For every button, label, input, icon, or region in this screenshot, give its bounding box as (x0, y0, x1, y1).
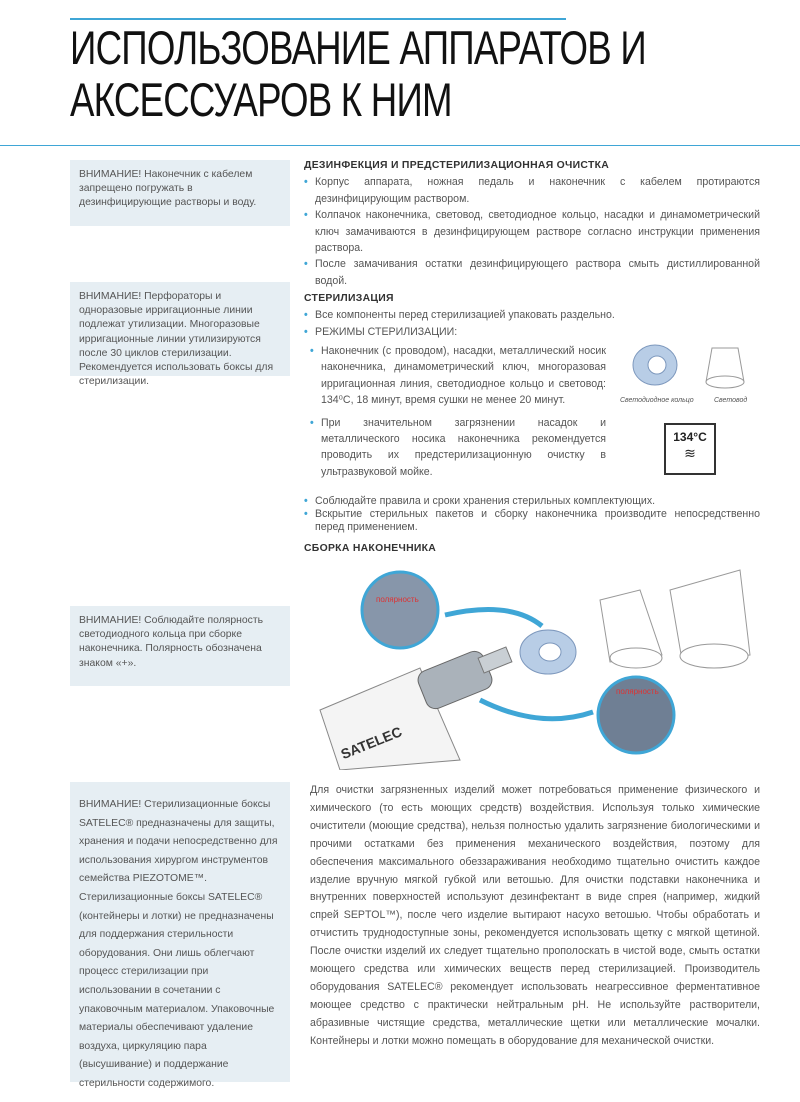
arrow-icon (480, 700, 593, 719)
assembly-section (304, 541, 760, 557)
disinfection-heading: ДЕЗИНФЕКЦИЯ И ПРЕДСТЕРИЛИЗАЦИОННАЯ ОЧИСТКА (304, 160, 610, 171)
arrow-icon (445, 610, 542, 626)
list-item: • При значительном загрязнении насадок и металлического носика наконечника рекомендуется проводить их предстерилизационную очистку в ультразвуковой мойке. (310, 415, 606, 481)
warning-note-cable: ВНИМАНИЕ! Наконечник с кабелем запрещено погружать в дезинфицирующие растворы и воду. (70, 160, 290, 226)
title-rule (0, 145, 800, 146)
list-item: • Корпус аппарата, ножная педаль и наконечник с кабелем протираются дезинфицирующим раствором. (304, 174, 760, 207)
top-rule (70, 18, 566, 20)
guide-caption: Световод (714, 397, 748, 404)
title-line-2: АКСЕССУАРОВ К НИМ (70, 73, 452, 126)
list-item: • Наконечник (с проводом), насадки, металлический носик наконечника, динамометрический ключ, многоразовая ирригационная линия, светодиодное кольцо и световод: 134⁰С, 18 минут, время сушки не менее 20 минут. (310, 343, 606, 409)
list-item: • Колпачок наконечника, световод, светодиодное кольцо, насадки и динамометрический ключ замачиваются в дезинфицирующем растворе согласно инструкции применения раствора. (304, 207, 760, 256)
warning-note-disposables: ВНИМАНИЕ! Перфораторы и одноразовые ирригационные линии подлежат утилизации. Многоразовые ирригационные линии утилизируются после 30 циклов стерилизации. Рекомендуется использовать боксы для стерилизации. (70, 282, 290, 376)
list-item: • Все компоненты перед стерилизацией упаковать раздельно. (304, 307, 760, 323)
warning-note-sterilization-boxes: ВНИМАНИЕ! Стерилизационные боксы SATELEC® предназначены для защиты, хранения и подачи непосредственно для использования хирургом инструментов семейства PIEZOTOME™. Стерилизационные боксы SATELEC® (контейнеры и лотки) не предназначены для поддержания стерильности оборудования. Они лишь облегчают процесс стерилизации при использовании в сочетании с упаковочным материалом. Упаковочные материалы обеспечивают удаление воздуха, циркуляцию пара (высушивание) и поддержание стерильности содержимого. (70, 782, 290, 1082)
warning-note-polarity: ВНИМАНИЕ! Соблюдайте полярность светодиодного кольца при сборке наконечника. Полярность обозначена знаком «+». (70, 606, 290, 686)
storage-notes (304, 495, 760, 534)
assembly-heading: СБОРКА НАКОНЕЧНИКА (304, 543, 437, 554)
brand-label: SATELEC (338, 723, 405, 763)
ring-caption: Светодиодное кольцо (620, 397, 694, 404)
steam-icon: ≋ (684, 445, 696, 461)
polarity-label-top: полярность (376, 595, 419, 604)
badge-temperature: 134°C (673, 430, 707, 444)
list-item: • Соблюдайте правила и сроки хранения стерильных комплектующих. (304, 495, 760, 508)
page-title (70, 21, 646, 126)
disinfection-section (304, 158, 760, 289)
list-item: • Вскрытие стерильных пакетов и сборку наконечника производите непосредственно перед применением. (304, 508, 760, 534)
sterilization-section (304, 291, 760, 340)
polarity-zoom-top (362, 572, 438, 648)
title-line-1: ИСПОЛЬЗОВАНИЕ АППАРАТОВ И (70, 21, 646, 74)
sterilization-heading: СТЕРИЛИЗАЦИЯ (304, 293, 394, 304)
list-item: • РЕЖИМЫ СТЕРИЛИЗАЦИИ: (304, 324, 760, 340)
polarity-label-bottom: полярность (616, 687, 659, 696)
sterilization-modes (310, 343, 606, 480)
autoclave-134-badge (664, 423, 716, 475)
list-item: • После замачивания остатки дезинфицирующего раствора смыть дистиллированной водой. (304, 256, 760, 289)
cleaning-paragraph: Для очистки загрязненных изделий может потребоваться применение физического и химического (то есть моющих средств) воздействия. Используя только химические очистители (моющие средства), нельзя полностью удалить загрязнение биологическими и прочими остатками без применения механического воздействия, поэтому для обеспечения максимального обеззараживания необходимо тщательно очистить каждое изделие вручную мягкой губкой или ветошью. Для очистки подставки наконечника и внутренних поверхностей используют дезинфектант в виде спрея (например, жидкий спрей SEPTOL™), после чего изделие вытирают насухо ветошью. Чтобы обработать и отчистить труднодоступные зоны, рекомендуется использовать щетку с мягкой щетиной. После очистки изделий их следует тщательно прополоскать в чистой воде, смыть остатки моющего средства или химических веществ перед стерилизацией. Производитель оборудования SATELEC® рекомендует использовать неагрессивное ферментативное моющее средство с практически нейтральным pH. Не используйте растворители, абразивные чистящие средства, металлические щетки или металлические мочалки. Контейнеры и лотки можно помещать в оборудование для механической очистки. (310, 784, 760, 1047)
handpiece-assembly-illustration (310, 560, 760, 770)
